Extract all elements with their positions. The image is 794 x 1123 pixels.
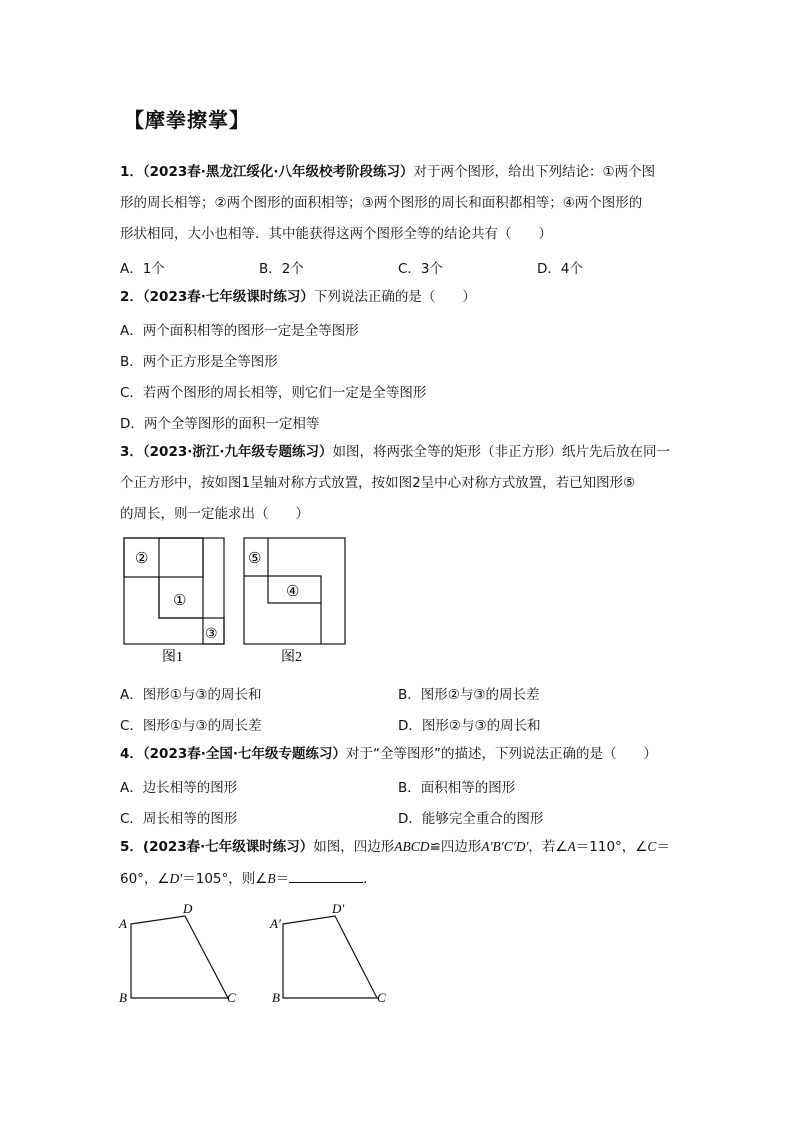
- q3-option-b: B．图形②与③的周长差: [398, 687, 540, 703]
- q5-text-2a: 60°，∠: [120, 871, 170, 887]
- q3-line2: 个正方形中，按如图1呈轴对称方式放置，按如图2呈中心对称方式放置，若已知图形⑤: [120, 475, 636, 491]
- q1-option-c: C．3个: [398, 261, 444, 277]
- q1-option-a: A．1个: [120, 261, 165, 277]
- q5-line1: [120, 838, 670, 856]
- quad-abcd: [131, 916, 228, 998]
- q3-number: 3．: [120, 444, 143, 460]
- quad-prime: [283, 916, 377, 998]
- label-a-prime: A′: [270, 916, 281, 931]
- q1-line1: [120, 163, 655, 181]
- q3-option-d: D．图形②与③的周长和: [398, 718, 541, 734]
- fig2-region-4: ④: [286, 584, 300, 600]
- label-c: C: [227, 990, 236, 1005]
- q2-option-b: B．两个正方形是全等图形: [120, 354, 278, 370]
- q2-source: （2023春·七年级课时练习）: [142, 289, 314, 305]
- q5-angle-c: C: [647, 839, 657, 854]
- q2-option-a: A．两个面积相等的图形一定是全等图形: [120, 323, 359, 339]
- label-c-prime: C: [377, 990, 386, 1005]
- section-title: 【摩拳擦掌】: [124, 108, 250, 132]
- q1-line3: 形状相同，大小也相等．其中能获得这两个图形全等的结论共有（ ）: [120, 226, 552, 242]
- label-d-prime: D′: [332, 901, 345, 916]
- q1-stem-line1: 对于两个图形，给出下列结论：①两个图: [413, 164, 656, 180]
- q2-option-d: D．两个全等图形的面积一定相等: [120, 416, 320, 432]
- q1-line2: 形的周长相等；②两个图形的面积相等；③两个图形的周长和面积都相等；④两个图形的: [120, 195, 643, 211]
- q5-source: (2023春·七年级课时练习）: [142, 839, 314, 855]
- fig1-region-1: ①: [173, 593, 187, 609]
- q5-text-1a: 如图，四边形: [313, 839, 395, 855]
- q5-text-1b: 四边形: [440, 839, 482, 855]
- q5-figures: [115, 898, 400, 1013]
- q5-angle-b: B: [267, 871, 276, 886]
- q5-text-1e: ＝: [656, 839, 670, 855]
- q4-stem-text: 对于“全等图形”的描述，下列说法正确的是（ ）: [346, 746, 657, 762]
- q2-stem-text: 下列说法正确的是（ ）: [313, 289, 476, 305]
- fig1-region-2: ②: [135, 551, 149, 567]
- q4-option-a: A．边长相等的图形: [120, 780, 238, 796]
- q4-number: 4．: [120, 746, 143, 762]
- q5-text-2b: ＝105°，则∠: [182, 871, 268, 887]
- q5-text-2c: ＝: [275, 871, 290, 887]
- q5-number: 5．: [120, 839, 143, 855]
- q3-source: （2023·浙江·九年级专题练习）: [142, 444, 333, 460]
- q5-quad-prime: A′B′C′D′: [481, 839, 529, 854]
- q5-text-1c: ，若∠: [528, 839, 568, 855]
- q3-line3: 的周长，则一定能求出（ ）: [120, 506, 309, 522]
- q5-answer-blank[interactable]: [289, 869, 363, 883]
- label-b: B: [119, 990, 127, 1005]
- q3-option-c: C．图形①与③的周长差: [120, 718, 262, 734]
- q3-figures: [118, 532, 358, 670]
- q3-stem-line1: 如图，将两张全等的矩形（非正方形）纸片先后放在同一: [332, 444, 670, 460]
- q4-option-c: C．周长相等的图形: [120, 811, 238, 827]
- q5-text-2end: ．: [363, 871, 377, 887]
- label-b-prime: B: [272, 990, 280, 1005]
- q1-source: （2023春·黑龙江绥化·八年级校考阶段练习）: [142, 164, 414, 180]
- q2-number: 2．: [120, 289, 143, 305]
- q5-angle-a: A: [567, 839, 576, 854]
- q5-congruent-sign: ≌: [429, 839, 441, 855]
- label-a: A: [119, 916, 127, 931]
- q4-option-d: D．能够完全重合的图形: [398, 811, 544, 827]
- q4-option-b: B．面积相等的图形: [398, 780, 516, 796]
- q1-option-b: B．2个: [259, 261, 304, 277]
- q5-text-1d: ＝110°，∠: [575, 839, 648, 855]
- q5-line2: [120, 869, 377, 888]
- fig2-region-5: ⑤: [248, 551, 262, 567]
- q4-source: （2023春·全国·七年级专题练习）: [142, 746, 346, 762]
- q3-option-a: A．图形①与③的周长和: [120, 687, 262, 703]
- fig2-caption: 图2: [281, 650, 302, 665]
- q4-stem: [120, 745, 657, 763]
- fig1-caption: 图1: [162, 650, 183, 665]
- q5-quad-abcd: ABCD: [394, 839, 430, 854]
- q5-angle-d: D′: [169, 871, 183, 886]
- q2-option-c: C．若两个图形的周长相等，则它们一定是全等图形: [120, 385, 427, 401]
- q2-stem: [120, 288, 476, 306]
- label-d: D: [183, 901, 193, 916]
- q1-number: 1．: [120, 164, 143, 180]
- fig1-region-3: ③: [205, 627, 218, 642]
- q1-option-d: D．4个: [537, 261, 583, 277]
- q3-line1: [120, 443, 670, 461]
